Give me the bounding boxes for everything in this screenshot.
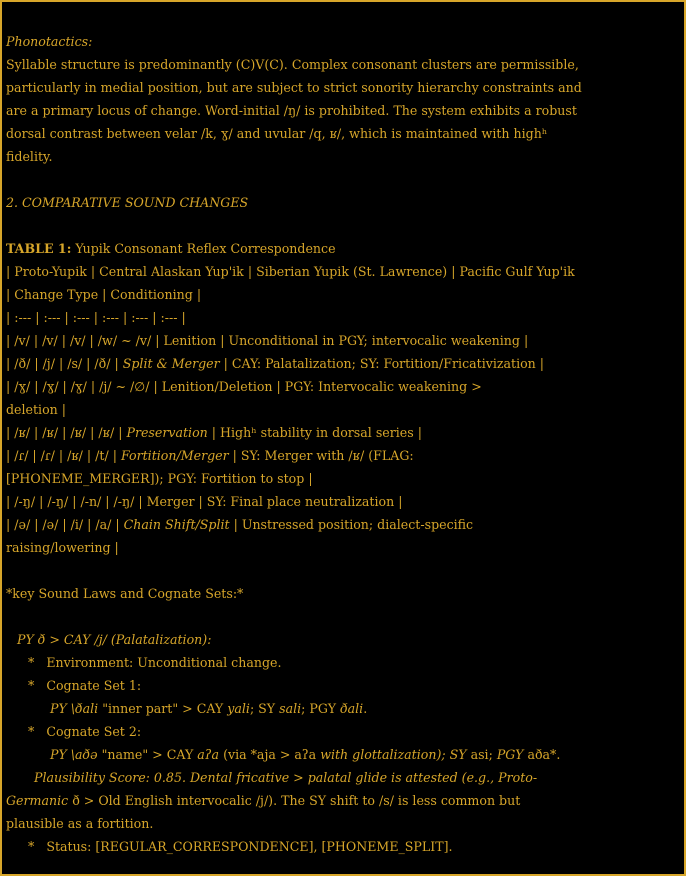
environment-item <box>6 651 682 674</box>
set1-sy-label: ; SY <box>249 701 280 716</box>
set1-proto-form: PY \ðali <box>50 701 99 716</box>
table-row <box>6 513 682 536</box>
table-header-line-1: | Proto-Yupik | Central Alaskan Yup'ik | Siberian Yupik (St. Lawrence) | Pacific Gulf Yup'ik <box>6 264 575 279</box>
phonotactics-line-4: dorsal contrast between velar /k, ɣ/ and uvular /q, ʁ/, which is maintained with highʰ <box>6 126 548 141</box>
cognate-set-2-item <box>6 720 682 743</box>
environment-text: Environment: Unconditional change. <box>46 655 282 670</box>
phonotactics-line-3: are a primary locus of change. Word-initial /ŋ/ is prohibited. The system exhibits a robust <box>6 103 577 118</box>
cognate-set-2-detail <box>6 743 682 766</box>
bullet-marker: * <box>28 678 35 693</box>
cognate-set-1-label: Cognate Set 1: <box>46 678 142 693</box>
table-row <box>6 375 682 398</box>
phonotactics-line-5: fidelity. <box>6 149 53 164</box>
status-text: Status: [REGULAR_CORRESPONDENCE], [PHONEME_SPLIT]. <box>46 839 453 854</box>
spacer <box>6 559 682 582</box>
table-row-text: | /-ŋ/ | /-ŋ/ | /-n/ | /-ŋ/ | Merger | SY: Final place neutralization | <box>6 494 403 509</box>
table-row <box>6 352 682 375</box>
set1-end: . <box>363 701 368 716</box>
phonotactics-line-1: Syllable structure is predominantly (C)V(C). Complex consonant clusters are permissible, <box>6 57 579 72</box>
table-row-continuation: deletion | <box>6 402 67 417</box>
key-laws-heading: *key Sound Laws and Cognate Sets:* <box>6 586 244 601</box>
table-row-continuation: [PHONEME_MERGER]); PGY: Fortition to stop | <box>6 471 313 486</box>
status-item <box>6 835 682 858</box>
set1-pgy-form: ðali <box>340 701 364 716</box>
table-row <box>6 421 682 444</box>
table-row <box>6 329 682 352</box>
table-title: Yupik Consonant Reflex Correspondence <box>71 241 336 256</box>
set2-gloss: "name" > CAY <box>97 747 198 762</box>
table-row-conditioning: | Unstressed position; dialect-specific <box>229 517 474 532</box>
plausibility-line-2 <box>6 789 682 812</box>
table-row-text: | /ʁ/ | /ʁ/ | /ʁ/ | /ʁ/ | <box>6 425 127 440</box>
set2-glottalization: with glottalization); SY <box>320 747 467 762</box>
table-row-change-type: Chain Shift/Split <box>123 517 230 532</box>
set2-pgy-label: PGY <box>496 747 524 762</box>
bullet-marker: * <box>28 839 35 854</box>
phonotactics-heading: Phonotactics: <box>6 34 93 49</box>
plausibility-line-1: Plausibility Score: 0.85. Dental fricative > palatal glide is attested (e.g., Proto- <box>34 770 538 785</box>
table-header-line-2: | Change Type | Conditioning | <box>6 287 202 302</box>
set2-via: (via *aja > aʔa <box>219 747 321 762</box>
set1-gloss: "inner part" > CAY <box>98 701 228 716</box>
spacer <box>6 168 682 191</box>
table-label: TABLE 1: <box>6 241 72 256</box>
section-heading: 2. COMPARATIVE SOUND CHANGES <box>6 195 249 210</box>
plausibility-germanic: Germanic <box>6 793 69 808</box>
table-row-text: | /ð/ | /j/ | /s/ | /ð/ | <box>6 356 123 371</box>
bullet-marker: * <box>28 655 35 670</box>
table-row-continuation: raising/lowering | <box>6 540 119 555</box>
cognate-set-2-label: Cognate Set 2: <box>46 724 142 739</box>
spacer <box>6 214 682 237</box>
set2-pgy-form: aða*. <box>523 747 561 762</box>
table-separator: | :--- | :--- | :--- | :--- | :--- | :--- | <box>6 310 186 325</box>
table-row-text: | /ɣ/ | /ɣ/ | /ɣ/ | /j/ ~ /∅/ | Lenition/Deletion | PGY: Intervocalic weakening > <box>6 379 482 394</box>
cognate-set-1-item <box>6 674 682 697</box>
table-row-text: | /v/ | /v/ | /v/ | /w/ ~ /v/ | Lenition | Unconditional in PGY; intervocalic weakening | <box>6 333 529 348</box>
cognate-set-1-detail <box>6 697 682 720</box>
phonotactics-line-2: particularly in medial position, but are subject to strict sonority hierarchy constraints and <box>6 80 582 95</box>
set1-sy-form: sali <box>279 701 302 716</box>
table-row <box>6 490 682 513</box>
table-row-change-type: Split & Merger <box>122 356 220 371</box>
table-row-conditioning: | SY: Merger with /ʁ/ (FLAG: <box>228 448 414 463</box>
set2-cay-form: aʔa <box>197 747 220 762</box>
table-row-change-type: Fortition/Merger <box>120 448 229 463</box>
table-row <box>6 444 682 467</box>
law-title: PY ð > CAY /j/ (Palatalization): <box>17 632 212 647</box>
bullet-marker: * <box>28 724 35 739</box>
spacer <box>6 605 682 628</box>
set1-cay-form: yali <box>227 701 250 716</box>
table-row-conditioning: | CAY: Palatalization; SY: Fortition/Fricativization | <box>219 356 545 371</box>
table-row-text: | /ə/ | /ə/ | /i/ | /a/ | <box>6 517 124 532</box>
table-caption <box>6 237 682 260</box>
plausibility-line-3: plausible as a fortition. <box>6 816 154 831</box>
set1-pgy-label: ; PGY <box>301 701 341 716</box>
set2-sy-form: asi; <box>466 747 497 762</box>
table-row-conditioning: | Highʰ stability in dorsal series | <box>207 425 422 440</box>
table-row-text: | /ɾ/ | /ɾ/ | /ʁ/ | /t/ | <box>6 448 121 463</box>
set2-proto-form: PY \aðə <box>50 747 98 762</box>
document-body <box>6 30 682 858</box>
plausibility-rest: ð > Old English intervocalic /j/). The SY shift to /s/ is less common but <box>68 793 521 808</box>
table-row-change-type: Preservation <box>126 425 208 440</box>
